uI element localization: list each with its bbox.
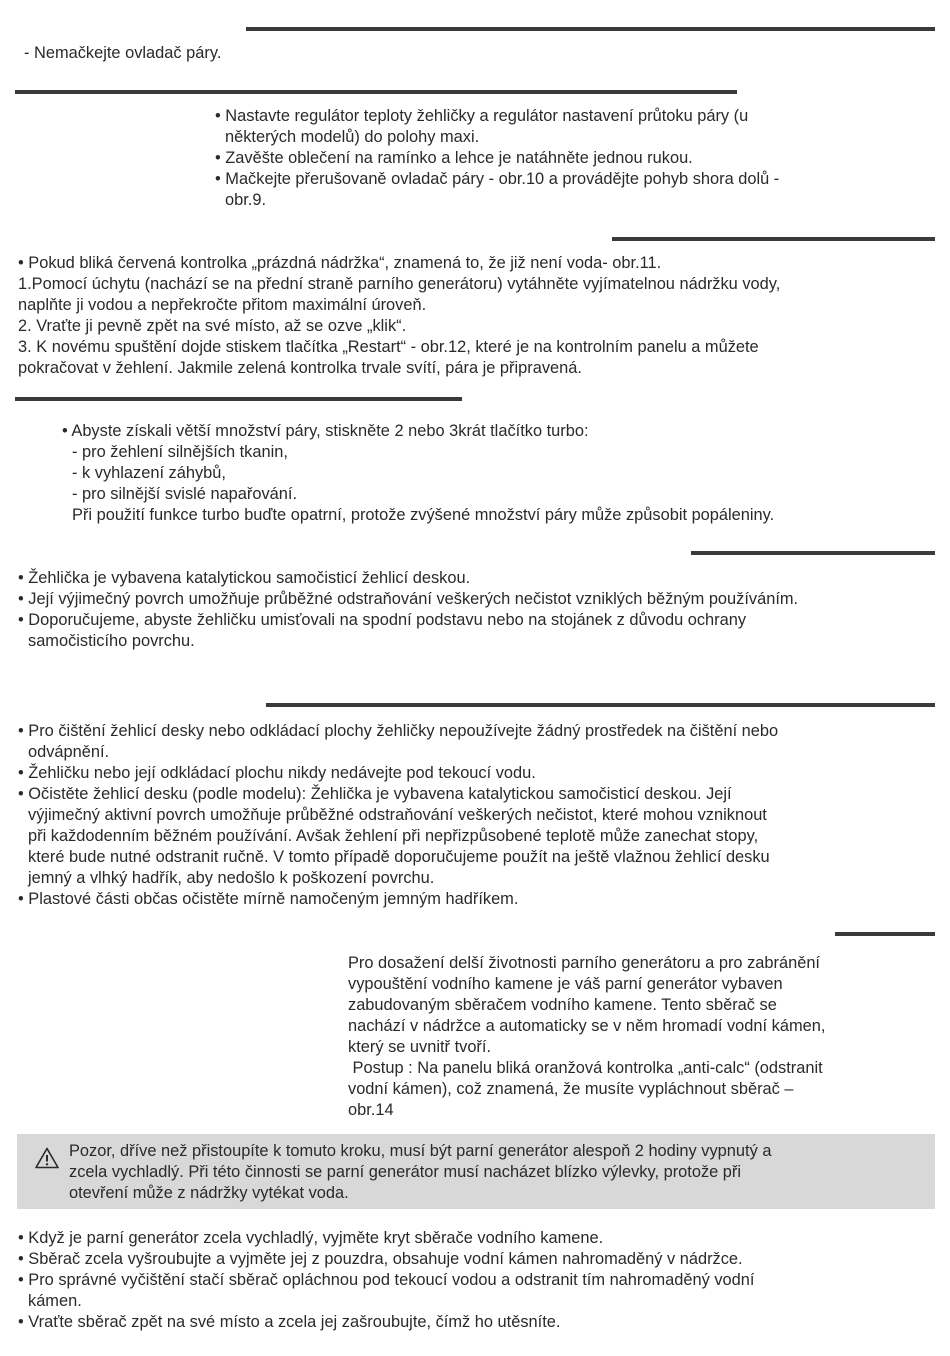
bullet-item-cont: kámen.: [28, 1292, 82, 1310]
bullet-item: • Doporučujeme, abyste žehličku umisťovali na spodní podstavu nebo na stojánek z důvodu ochrany: [18, 611, 747, 629]
warning-line: otevření může z nádržky vytékat voda.: [69, 1184, 349, 1202]
bullet-item: • Plastové části občas očistěte mírně namočeným jemným hadříkem.: [18, 890, 519, 908]
text-line: 3. K novému spuštění dojde stiskem tlačítka „Restart“ - obr.12, které je na kontrolním panelu a můžete: [18, 338, 759, 356]
bullet-item: • Očistěte žehlicí desku (podle modelu): Žehlička je vybavena katalytickou samočisticí deskou. Její: [18, 785, 732, 803]
section-2-text: [215, 106, 915, 211]
text-line: Pro dosažení delší životnosti parního generátoru a pro zabránění: [348, 954, 820, 972]
section-1-text: [24, 43, 624, 64]
warning-text: [69, 1141, 919, 1204]
bullet-item: • Vraťte sběrač zpět na své místo a zcela jej zašroubujte, čímž ho utěsníte.: [18, 1313, 561, 1331]
warning-box: [17, 1134, 935, 1209]
text-line: zabudovaným sběračem vodního kamene. Tento sběrač se: [348, 996, 777, 1014]
text-line: nachází v nádržce a automaticky se v něm hromadí vodní kámen,: [348, 1017, 826, 1035]
sub-item: - k vyhlazení záhybů,: [72, 464, 226, 482]
text-line: - Nemačkejte ovladač páry.: [24, 44, 222, 62]
bullet-item: • Zavěšte oblečení na ramínko a lehce je natáhněte jednou rukou.: [215, 149, 693, 167]
text-line: který se uvnitř tvoří.: [348, 1038, 492, 1056]
text-line: 1.Pomocí úchytu (nachází se na přední straně parního generátoru) vytáhněte vyjímatelnou nádržku vody,: [18, 275, 781, 293]
bullet-item-cont: výjimečný aktivní povrch umožňuje průběžné odstraňování veškerých nečistot, které mohou vzniknout: [28, 806, 767, 824]
text-line: Postup : Na panelu bliká oranžová kontrolka „anti-calc“ (odstranit: [348, 1059, 823, 1077]
bullet-item-cont: jemný a vlhký hadřík, aby nedošlo k poškození povrchu.: [28, 869, 435, 887]
section-6-text: [18, 721, 943, 910]
section-rule-2: [15, 90, 737, 94]
text-line: 2. Vraťte ji pevně zpět na své místo, až se ozve „klik“.: [18, 317, 407, 335]
text-line: naplňte ji vodou a nepřekročte přitom maximální úroveň.: [18, 296, 427, 314]
text-line: vodní kámen), což znamená, že musíte vypláchnout sběrač –: [348, 1080, 794, 1098]
text-line: vypouštění vodního kamene je váš parní generátor vybaven: [348, 975, 783, 993]
section-rule-3: [612, 237, 935, 241]
text-line: • Pokud bliká červená kontrolka „prázdná nádržka“, znamená to, že již není voda- obr.11.: [18, 254, 662, 272]
text-line: pokračovat v žehlení. Jakmile zelená kontrolka trvale svítí, pára je připravená.: [18, 359, 582, 377]
section-8-text: [18, 1228, 943, 1333]
bullet-item: • Když je parní generátor zcela vychladlý, vyjměte kryt sběrače vodního kamene.: [18, 1229, 604, 1247]
bullet-item: • Pro správné vyčištění stačí sběrač opláchnou pod tekoucí vodou a odstranit tím nahromaděný vodní: [18, 1271, 755, 1289]
note-line: Při použití funkce turbo buďte opatrní, protože zvýšené množství páry může způsobit popáleniny.: [72, 506, 775, 524]
section-rule-5: [691, 551, 935, 555]
bullet-item: • Její výjimečný povrch umožňuje průběžné odstraňování veškerých nečistot vzniklých běžným používáním.: [18, 590, 799, 608]
section-rule-7: [835, 932, 935, 936]
text-line: obr.14: [348, 1101, 394, 1119]
section-rule-4: [15, 397, 462, 401]
bullet-item-cont: samočisticího povrchu.: [28, 632, 195, 650]
section-rule-6: [266, 703, 935, 707]
section-7-text: [348, 953, 938, 1121]
bullet-item-cont: obr.9.: [225, 191, 267, 209]
section-rule-1: [246, 27, 935, 31]
bullet-item: • Abyste získali větší množství páry, stiskněte 2 nebo 3krát tlačítko turbo:: [62, 422, 589, 440]
bullet-item: • Žehlička je vybavena katalytickou samočisticí žehlicí deskou.: [18, 569, 471, 587]
sub-item: - pro žehlení silnějších tkanin,: [72, 443, 288, 461]
bullet-item: • Žehličku nebo její odkládací plochu nikdy nedávejte pod tekoucí vodu.: [18, 764, 536, 782]
bullet-item: • Nastavte regulátor teploty žehličky a regulátor nastavení průtoku páry (u: [215, 107, 749, 125]
section-4-text: [62, 421, 932, 526]
bullet-item: • Pro čištění žehlicí desky nebo odkládací plochy žehličky nepoužívejte žádný prostředek na čištění nebo: [18, 722, 779, 740]
warning-line: zcela vychladlý. Při této činnosti se parní generátor musí nacházet blízko výlevky, protože při: [69, 1163, 742, 1181]
warning-line: Pozor, dříve než přistoupíte k tomuto kroku, musí být parní generátor alespoň 2 hodiny vypnutý a: [69, 1142, 772, 1160]
bullet-item: • Mačkejte přerušovaně ovladač páry - obr.10 a provádějte pohyb shora dolů -: [215, 170, 780, 188]
bullet-item: • Sběrač zcela vyšroubujte a vyjměte jej z pouzdra, obsahuje vodní kámen nahromaděný v nádržce.: [18, 1250, 743, 1268]
section-5-text: [18, 568, 938, 652]
bullet-item-cont: odvápnění.: [28, 743, 110, 761]
bullet-item-cont: při každodenním běžném používání. Avšak žehlení při nepřizpůsobené teplotě může zanechat stopy,: [28, 827, 759, 845]
bullet-item-cont: některých modelů) do polohy maxi.: [225, 128, 480, 146]
section-3-text: [18, 253, 943, 379]
warning-triangle-icon: [35, 1147, 59, 1169]
bullet-item-cont: které bude nutné odstranit ručně. V tomto případě doporučujeme použít na ještě vlažnou žehlicí desku: [28, 848, 770, 866]
sub-item: - pro silnější svislé napařování.: [72, 485, 298, 503]
